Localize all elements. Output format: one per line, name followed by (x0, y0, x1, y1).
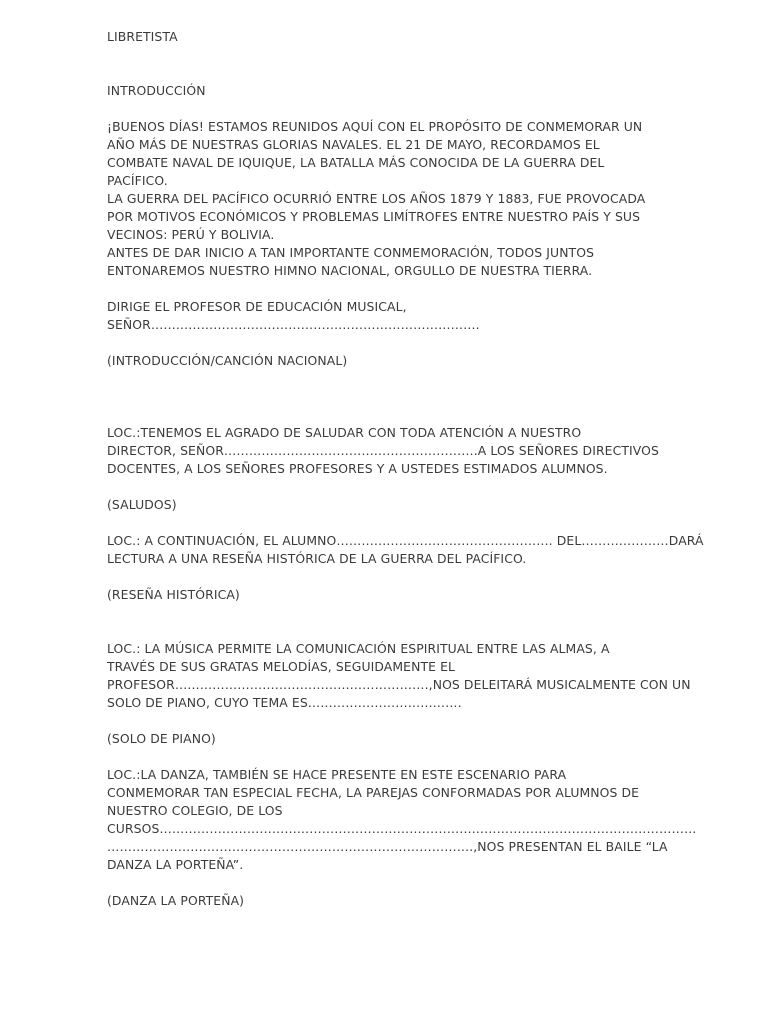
danza-paragraph (107, 766, 697, 874)
text-line: NUESTRO COLEGIO, DE LOS (107, 803, 283, 818)
text-line: PACÍFICO. (107, 173, 168, 188)
document-title: LIBRETISTA (107, 29, 178, 44)
stage-direction-resena-historica: (RESEÑA HISTÓRICA) (107, 587, 240, 602)
intro-heading: INTRODUCCIÓN (107, 83, 206, 98)
stage-direction-solo-piano: (SOLO DE PIANO) (107, 731, 216, 746)
text-line: DANZA LA PORTEÑA”. (107, 857, 244, 872)
text-line: DIRECTOR, SEÑOR…………………………………………………….A LOS SEÑORES DIRECTIVOS (107, 443, 659, 458)
dirige-paragraph (107, 298, 667, 334)
text-line: POR MOTIVOS ECONÓMICOS Y PROBLEMAS LIMÍTROFES ENTRE NUESTRO PAÍS Y SUS (107, 209, 641, 224)
text-line: …………………………………………………………………………….,NOS PRESENTAN EL BAILE “LA (107, 839, 668, 854)
stage-direction-saludos: (SALUDOS) (107, 497, 177, 512)
stage-direction-danza-portena: (DANZA LA PORTEÑA) (107, 893, 245, 908)
text-line: COMBATE NAVAL DE IQUIQUE, LA BATALLA MÁS CONOCIDA DE LA GUERRA DEL (107, 155, 605, 170)
text-line: CURSOS………………………………………………………………………………………………………………… (107, 821, 697, 836)
text-line: LA GUERRA DEL PACÍFICO OCURRIÓ ENTRE LOS AÑOS 1879 Y 1883, FUE PROVOCADA (107, 191, 646, 206)
text-line: LOC.: A CONTINUACIÓN, EL ALUMNO……………………………………………. DEL…………………DARÁ (107, 533, 704, 548)
text-line: SOLO DE PIANO, CUYO TEMA ES………………………………. (107, 695, 462, 710)
text-line: LOC.: LA MÚSICA PERMITE LA COMUNICACIÓN ESPIRITUAL ENTRE LAS ALMAS, A (107, 641, 610, 656)
musica-paragraph (107, 640, 691, 712)
resena-paragraph (107, 532, 704, 568)
blank-lines (107, 388, 667, 424)
text-line: DOCENTES, A LOS SEÑORES PROFESORES Y A USTEDES ESTIMADOS ALUMNOS. (107, 461, 608, 476)
text-line: ¡BUENOS DÍAS! ESTAMOS REUNIDOS AQUÍ CON EL PROPÓSITO DE CONMEMORAR UN (107, 119, 643, 134)
text-line: LOC.:LA DANZA, TAMBIÉN SE HACE PRESENTE EN ESTE ESCENARIO PARA (107, 767, 567, 782)
text-line: SEÑOR……………………………………………………………………. (107, 317, 480, 332)
intro-paragraph (107, 118, 667, 280)
text-line: ANTES DE DAR INICIO A TAN IMPORTANTE CONMEMORACIÓN, TODOS JUNTOS (107, 245, 595, 260)
text-line: DIRIGE EL PROFESOR DE EDUCACIÓN MUSICAL, (107, 299, 407, 314)
text-line: PROFESOR…………………………………………………….,NOS DELEITARÁ MUSICALMENTE CON UN (107, 677, 691, 692)
text-line: ENTONAREMOS NUESTRO HIMNO NACIONAL, ORGULLO DE NUESTRA TIERRA. (107, 263, 593, 278)
stage-direction-cancion-nacional: (INTRODUCCIÓN/CANCIÓN NACIONAL) (107, 353, 348, 368)
text-line: LECTURA A UNA RESEÑA HISTÓRICA DE LA GUERRA DEL PACÍFICO. (107, 551, 527, 566)
text-line: AÑO MÁS DE NUESTRAS GLORIAS NAVALES. EL 21 DE MAYO, RECORDAMOS EL (107, 137, 600, 152)
saludo-paragraph (107, 424, 667, 478)
text-line: TRAVÉS DE SUS GRATAS MELODÍAS, SEGUIDAMENTE EL (107, 659, 456, 674)
document-page (107, 28, 704, 910)
blank-line (107, 622, 667, 640)
text-line: LOC.:TENEMOS EL AGRADO DE SALUDAR CON TODA ATENCIÓN A NUESTRO (107, 425, 582, 440)
text-line: CONMEMORAR TAN ESPECIAL FECHA, LA PAREJAS CONFORMADAS POR ALUMNOS DE (107, 785, 640, 800)
text-line: VECINOS: PERÚ Y BOLIVIA. (107, 227, 275, 242)
blank-line (107, 64, 667, 82)
